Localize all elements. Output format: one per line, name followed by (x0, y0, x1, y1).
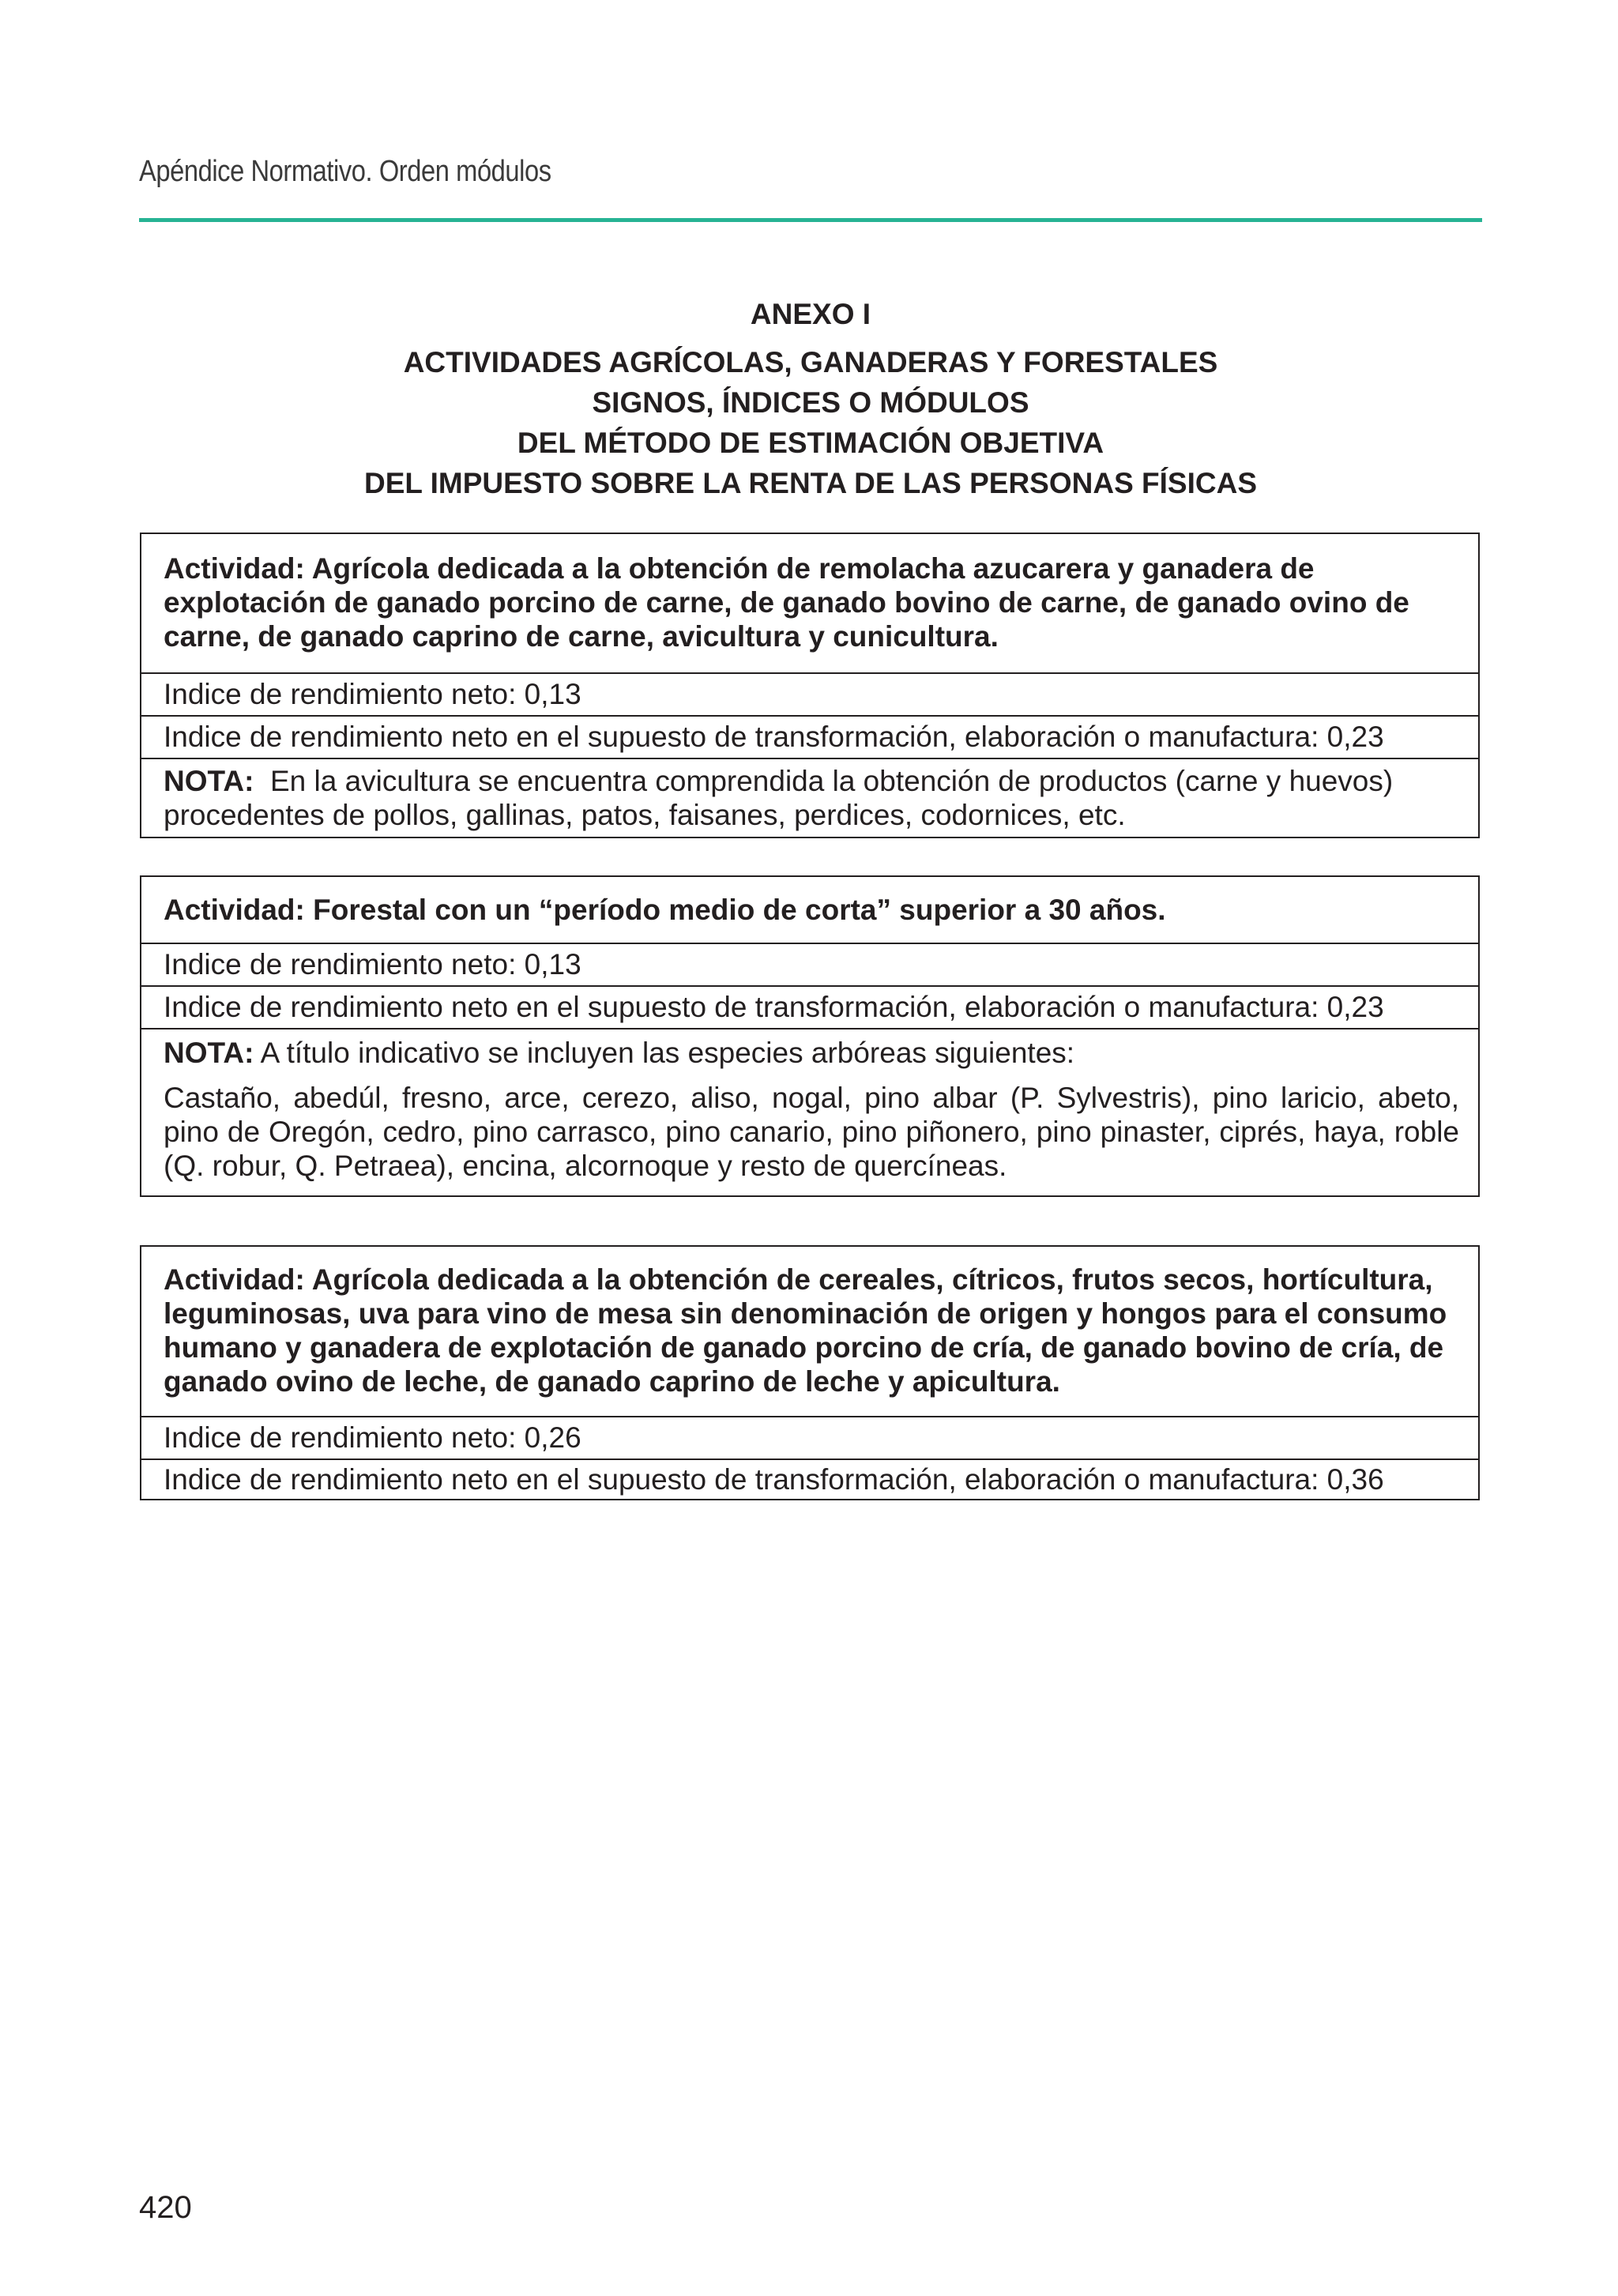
title-line: DEL IMPUESTO SOBRE LA RENTA DE LAS PERSONAS FÍSICAS (364, 467, 1257, 499)
activity-note (141, 758, 1478, 837)
net-yield-index: Indice de rendimiento neto: 0,13 (141, 943, 1478, 985)
annex-titles (139, 294, 1482, 503)
transformation-yield-index: Indice de rendimiento neto en el supuesto de transformación, elaboración o manufactura: 0,23 (141, 985, 1478, 1028)
activity-note (141, 1028, 1478, 1195)
title-line: SIGNOS, ÍNDICES O MÓDULOS (592, 386, 1029, 419)
net-yield-index: Indice de rendimiento neto: 0,26 (141, 1416, 1478, 1459)
net-yield-index: Indice de rendimiento neto: 0,13 (141, 672, 1478, 715)
note-intro (164, 1036, 1459, 1070)
note-text: A título indicativo se incluyen las especies arbóreas siguientes: (260, 1037, 1075, 1069)
page-number: 420 (139, 2190, 192, 2225)
title-line: DEL MÉTODO DE ESTIMACIÓN OBJETIVA (517, 427, 1104, 459)
activity-box-beet-livestock (140, 533, 1480, 838)
annex-title: ANEXO I (750, 298, 871, 330)
title-line: ACTIVIDADES AGRÍCOLAS, GANADERAS Y FORESTALES (403, 346, 1218, 378)
transformation-yield-index: Indice de rendimiento neto en el supuesto de transformación, elaboración o manufactura: 0,23 (141, 715, 1478, 758)
activity-heading: Actividad: Agrícola dedicada a la obtención de remolacha azucarera y ganadera de explotación de ganado porcino de carne, de ganado bovino de carne, de ganado ovino de carne, de ganado caprino de carne, avicultura y cunicultura. (164, 552, 1409, 653)
activity-box-cereals-livestock (140, 1245, 1480, 1500)
running-header: Apéndice Normativo. Orden módulos (139, 155, 551, 188)
activity-heading: Actividad: Forestal con un “período medio de corta” superior a 30 años. (164, 894, 1166, 926)
activity-heading: Actividad: Agrícola dedicada a la obtención de cereales, cítricos, frutos secos, hortícultura, leguminosas, uva para vino de mesa sin denominación de origen y hongos para el consumo humano y ganadera de explotación de ganado porcino de cría, de ganado bovino de cría, de ganado ovino de leche, de ganado caprino de leche y apicultura. (164, 1263, 1447, 1398)
header-rule (139, 218, 1482, 222)
transformation-yield-index: Indice de rendimiento neto en el supuesto de transformación, elaboración o manufactura: 0,36 (141, 1459, 1478, 1499)
activity-box-forestry (140, 875, 1480, 1197)
note-label: NOTA: (164, 765, 254, 797)
note-text: En la avicultura se encuentra comprendida la obtención de productos (carne y huevos) procedentes de pollos, gallinas, patos, faisanes, perdices, codornices, etc. (164, 765, 1394, 831)
note-label: NOTA: (164, 1037, 254, 1069)
tree-species-list: Castaño, abedúl, fresno, arce, cerezo, aliso, nogal, pino albar (P. Sylvestris), pino laricio, abeto, pino de Oregón, cedro, pino carrasco, pino canario, pino piñonero, pino pinaster, ciprés, haya, roble (Q. robur, Q. Petraea), encina, alcornoque y resto de quercíneas. (164, 1082, 1459, 1182)
